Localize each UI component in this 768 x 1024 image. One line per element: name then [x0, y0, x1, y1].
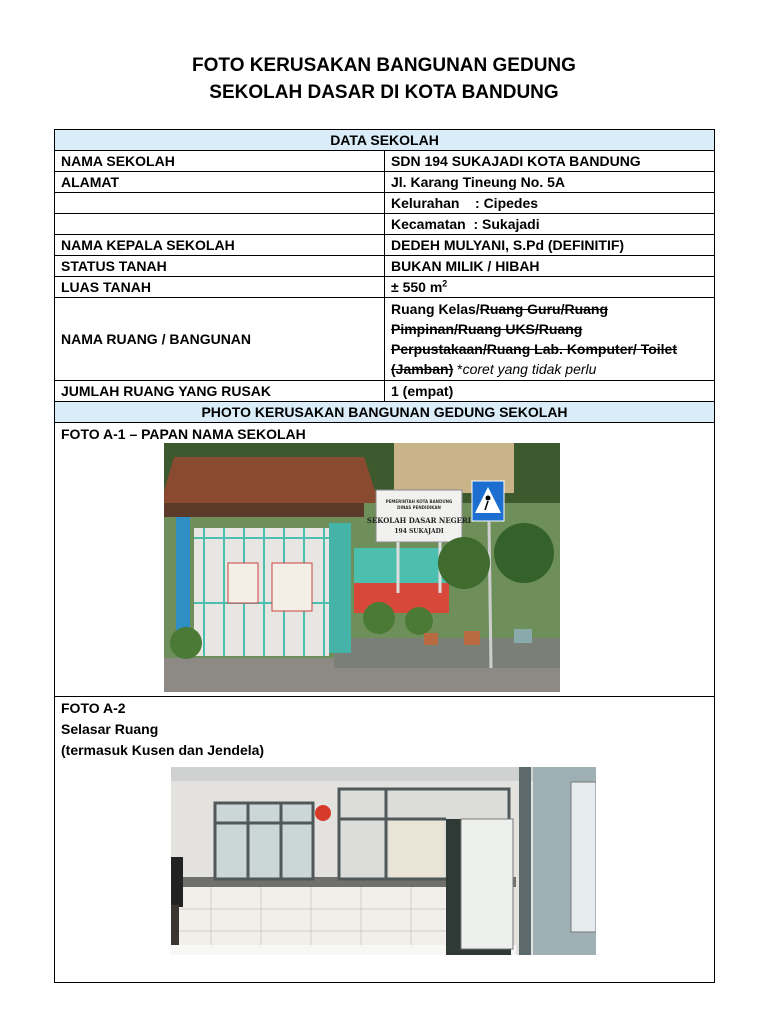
- sign-text-line-2: DINAS PENDIDIKAN: [397, 505, 441, 510]
- section-header-data-sekolah: DATA SEKOLAH: [55, 130, 715, 151]
- label-status-tanah: STATUS TANAH: [55, 256, 385, 277]
- table-row: [55, 256, 715, 277]
- label-nama-ruang: NAMA RUANG / BANGUNAN: [55, 298, 385, 381]
- label-luas-tanah: LUAS TANAH: [55, 277, 385, 298]
- value-kelurahan: Kelurahan : Cipedes: [385, 193, 715, 214]
- sign-text-line-1: PEMERINTAH KOTA BANDUNG: [385, 499, 453, 504]
- sign-text-line-3: SEKOLAH DASAR NEGERI: [366, 516, 472, 525]
- value-luas-tanah: [385, 277, 715, 298]
- table-row: [55, 151, 715, 172]
- value-jumlah-rusak: 1 (empat): [385, 381, 715, 402]
- photo-a1-label: FOTO A-1 – PAPAN NAMA SEKOLAH: [61, 426, 306, 442]
- value-kecamatan: Kecamatan : Sukajadi: [385, 214, 715, 235]
- section-header-photo: PHOTO KERUSAKAN BANGUNAN GEDUNG SEKOLAH: [55, 402, 715, 423]
- photo-a2-note: (termasuk Kusen dan Jendela): [61, 742, 265, 758]
- table-row: [55, 235, 715, 256]
- note-coret: coret yang tidak perlu: [462, 361, 597, 377]
- photo-cell-a2: [55, 697, 715, 983]
- value-status-tanah: BUKAN MILIK / HIBAH: [385, 256, 715, 277]
- title-line-1: FOTO KERUSAKAN BANGUNAN GEDUNG: [192, 55, 576, 76]
- sign-text-line-4: 194 SUKAJADI: [394, 528, 444, 535]
- pedestrian-crossing-sign-icon: [472, 481, 504, 521]
- school-data-table: [54, 129, 715, 983]
- label-alamat: ALAMAT: [55, 172, 385, 193]
- photo-cell-a1: [55, 423, 715, 697]
- ruang-kelas-text: Ruang Kelas/: [391, 301, 480, 317]
- table-row: [55, 298, 715, 381]
- asterisk: *: [453, 361, 463, 377]
- photo-a2-label: [55, 697, 714, 762]
- value-nama-ruang: [385, 298, 715, 381]
- table-row: [55, 172, 715, 193]
- empty-cell: [55, 214, 385, 235]
- table-row: [55, 193, 715, 214]
- title-line-2: SEKOLAH DASAR DI KOTA BANDUNG: [209, 82, 559, 103]
- label-kepala-sekolah: NAMA KEPALA SEKOLAH: [55, 235, 385, 256]
- table-row: [55, 381, 715, 402]
- table-row: [55, 277, 715, 298]
- value-kepala-sekolah: DEDEH MULYANI, S.Pd (DEFINITIF): [385, 235, 715, 256]
- photo-a2-title: FOTO A-2: [61, 700, 126, 716]
- struck-ruang-text: Ruang Guru/Ruang Pimpinan/Ruang UKS/Ruang Perpustakaan/Ruang Lab. Komputer/ Toilet (Jamban): [391, 301, 678, 377]
- luas-superscript: 2: [442, 278, 448, 289]
- label-jumlah-rusak: JUMLAH RUANG YANG RUSAK: [55, 381, 385, 402]
- document-title: [0, 52, 768, 106]
- photo-corridor: [171, 767, 596, 955]
- empty-cell: [55, 193, 385, 214]
- luas-value: ± 550 m: [391, 279, 443, 295]
- photo-a2-subtitle: Selasar Ruang: [61, 721, 159, 737]
- photo-school-sign: [164, 443, 560, 692]
- label-nama-sekolah: NAMA SEKOLAH: [55, 151, 385, 172]
- value-nama-sekolah: SDN 194 SUKAJADI KOTA BANDUNG: [385, 151, 715, 172]
- value-alamat: Jl. Karang Tineung No. 5A: [385, 172, 715, 193]
- table-row: [55, 214, 715, 235]
